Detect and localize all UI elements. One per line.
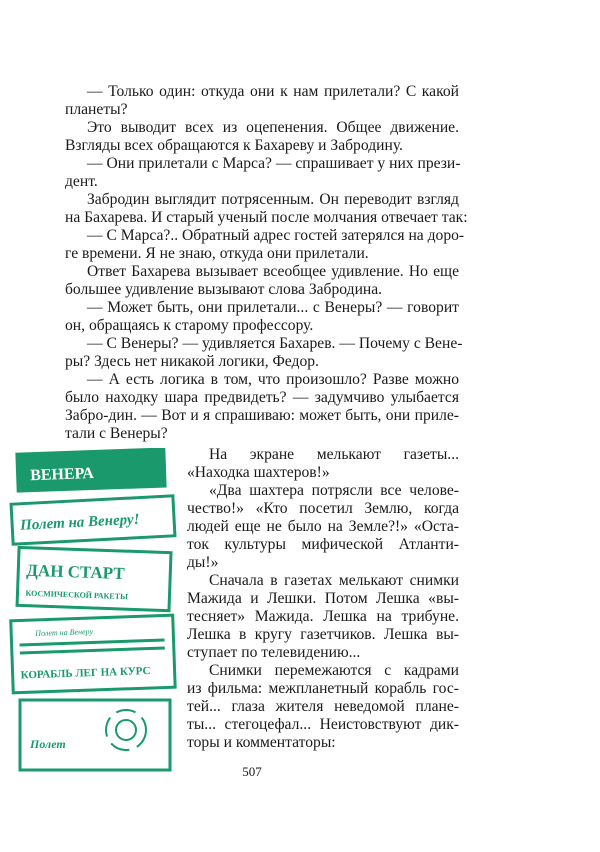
text-line: — С Венеры? — удивляется Бахарев. — Почему с Вене- xyxy=(87,335,463,352)
text-line: тесняет» Мажида. Лешка на трибуне. xyxy=(187,608,459,625)
paragraph xyxy=(65,299,459,335)
text-line: торы и комментаторы: xyxy=(187,734,336,751)
right-text-column xyxy=(187,446,459,752)
paragraph xyxy=(187,482,459,572)
text-line: ры? Здесь нет никакой логики, Федор. xyxy=(65,353,319,370)
paragraph xyxy=(65,83,459,119)
text-line: — Они прилетали с Марса? — спрашивает у них прези- xyxy=(87,155,461,172)
text-line: «Два шахтера потрясли все челове- xyxy=(209,482,459,499)
paragraph xyxy=(65,263,459,299)
text-line: чество!» «Кто посетил Землю, когда xyxy=(187,500,459,517)
text-line: он, обращаясь к старому профессору. xyxy=(65,317,314,334)
text-line: — Только один: откуда они к нам прилетали? С какой xyxy=(87,83,459,100)
text-line: Забродин выглядит потрясенным. Он переводит взгляд xyxy=(87,191,459,208)
headline-start: ДАН СТАРТ xyxy=(25,560,126,584)
text-line: Сначала в газетах мелькают снимки xyxy=(209,572,459,589)
text-line: большее удивление вызывают слова Забродина. xyxy=(65,281,383,298)
text-line: Снимки перемежаются с кадрами xyxy=(209,662,459,679)
paragraph xyxy=(65,119,459,155)
text-line: людей еще не было на Земле?!» «Оста- xyxy=(187,518,459,535)
paragraph xyxy=(187,572,459,662)
text-line: тей... глаза жителя неведомой плане- xyxy=(187,698,459,715)
text-line: планеты? xyxy=(65,101,128,118)
headline-venus-small: Полет на Венеру xyxy=(35,626,94,639)
text-line: Это выводит всех из оцепенения. Общее движение. xyxy=(87,119,459,136)
paragraph xyxy=(65,335,463,371)
text-line: было находку шара предвидеть? — задумчиво улыбается xyxy=(65,389,459,406)
paragraph xyxy=(65,155,459,191)
text-line: ты... стегоцефал... Неистовствуют дик- xyxy=(187,716,459,733)
newspapers-illustration xyxy=(6,448,181,773)
text-line: На экране мелькают газеты... xyxy=(209,446,459,463)
newspaper-shape xyxy=(20,700,170,770)
text-line: — Может быть, они прилетали... с Венеры? — говорит xyxy=(87,299,459,316)
text-line: Забро-дин. — Вот и я спрашиваю: может быть, они приле- xyxy=(65,407,459,424)
paragraph xyxy=(65,227,465,263)
page-number: 507 xyxy=(242,764,262,779)
text-line: — С Марса?.. Обратный адрес гостей затерялся на доро- xyxy=(87,227,465,244)
headline-venera: ВЕНЕРА xyxy=(29,464,95,485)
text-line: ступает по телевидению... xyxy=(187,644,361,661)
headline-course: КОРАБЛЬ ЛЕГ НА КУРС xyxy=(20,665,151,682)
text-line: ге времени. Я не знаю, откуда они прилетали. xyxy=(65,245,369,262)
headline-venus-flight: Полет на Венеру! xyxy=(19,511,140,534)
text-line: на Бахарева. И старый ученый после молчания отвечает так: xyxy=(65,209,468,226)
main-text-column xyxy=(65,83,468,443)
text-line: Взгляды всех обращаются к Бахареву и Забродину. xyxy=(65,137,403,154)
text-line: Ответ Бахарева вызывает всеобщее удивление. Но еще xyxy=(87,263,459,280)
text-line: «Находка шахтеров!» xyxy=(187,464,330,481)
text-line: Лешка в кругу газетчиков. Лешка вы- xyxy=(187,626,459,643)
text-line: из фильма: межпланетный корабль гос- xyxy=(187,680,459,697)
text-line: тали с Венеры? xyxy=(65,425,168,442)
paragraph xyxy=(65,191,468,227)
text-line: ды!» xyxy=(187,554,219,571)
paragraph xyxy=(65,371,459,443)
paragraph xyxy=(187,446,459,482)
text-line: дент. xyxy=(65,173,98,190)
text-line: Мажида и Лешки. Потом Лешка «вы- xyxy=(187,590,459,607)
text-line: ток культуры мифической Атланти- xyxy=(187,536,459,553)
text-line: — А есть логика в том, что произошло? Разве можно xyxy=(87,371,459,388)
headline-flight: Полет xyxy=(30,737,66,751)
headline-rocket: КОСМИЧЕСКОЙ РАКЕТЫ xyxy=(25,588,129,602)
paragraph xyxy=(187,662,459,752)
